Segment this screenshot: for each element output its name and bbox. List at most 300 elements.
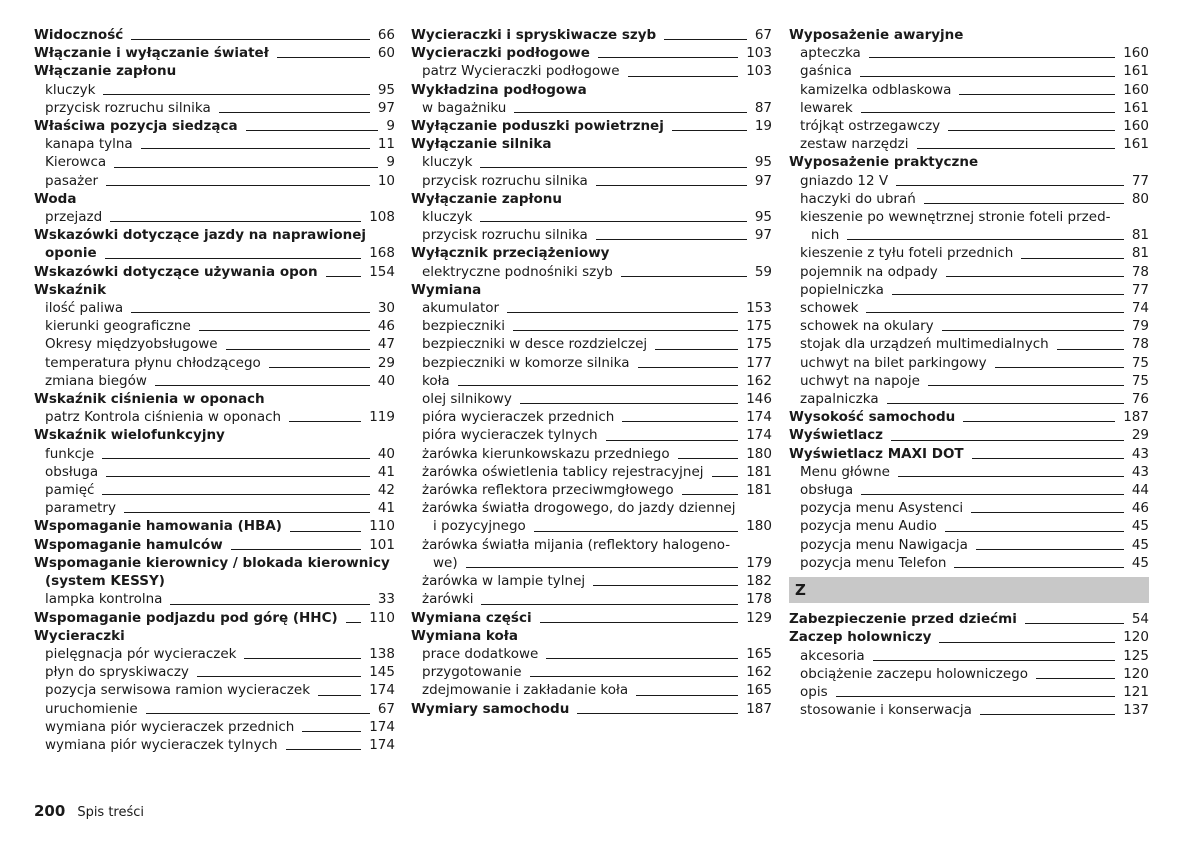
entry-text: Wyłącznik przeciążeniowy bbox=[411, 245, 610, 262]
leader-line bbox=[948, 130, 1115, 131]
entry-text: uruchomienie bbox=[45, 700, 138, 717]
entry-text: (system KESSY) bbox=[45, 573, 165, 590]
leader-line bbox=[534, 531, 738, 532]
index-heading-entry bbox=[789, 153, 1149, 171]
page-reference: 97 bbox=[377, 99, 395, 116]
page-reference: 75 bbox=[1131, 372, 1149, 389]
entry-text: Wyposażenie praktyczne bbox=[789, 154, 979, 171]
entry-text: Wyświetlacz MAXI DOT bbox=[789, 445, 964, 462]
index-heading-entry bbox=[34, 117, 395, 135]
entry-text: ilość paliwa bbox=[45, 300, 124, 317]
entry-text: Wyposażenie awaryjne bbox=[789, 27, 964, 43]
entry-text: Widoczność bbox=[34, 27, 124, 43]
index-subentry bbox=[789, 701, 1149, 719]
leader-line bbox=[346, 622, 362, 623]
page-reference: 138 bbox=[369, 645, 395, 662]
entry-text: lampka kontrolna bbox=[45, 591, 163, 608]
page-reference: 33 bbox=[377, 591, 395, 608]
page-reference: 161 bbox=[1123, 63, 1149, 80]
leader-line bbox=[596, 239, 747, 240]
leader-line bbox=[963, 421, 1115, 422]
entry-text: patrz Kontrola ciśnienia w oponach bbox=[45, 409, 282, 426]
leader-line bbox=[866, 312, 1123, 313]
leader-line bbox=[1025, 623, 1124, 624]
page-reference: 175 bbox=[746, 336, 772, 353]
index-subentry bbox=[789, 135, 1149, 153]
entry-text: wymiana piór wycieraczek tylnych bbox=[45, 736, 278, 753]
page-reference: 78 bbox=[1131, 263, 1149, 280]
index-subentry bbox=[411, 172, 772, 190]
page-reference: 9 bbox=[386, 154, 395, 171]
entry-text: Wyłączanie poduszki powietrznej bbox=[411, 118, 664, 135]
entry-text: Włączanie i wyłączanie świateł bbox=[34, 45, 269, 62]
index-heading-entry bbox=[34, 426, 395, 444]
index-heading-entry bbox=[34, 517, 395, 535]
page-reference: 74 bbox=[1131, 300, 1149, 317]
index-heading-entry bbox=[34, 627, 395, 645]
leader-line bbox=[546, 658, 738, 659]
leader-line bbox=[1057, 349, 1124, 350]
leader-line bbox=[891, 440, 1124, 441]
entry-text: Wspomaganie hamowania (HBA) bbox=[34, 518, 282, 535]
page-reference: 174 bbox=[746, 427, 772, 444]
leader-line bbox=[928, 385, 1124, 386]
index-subentry bbox=[411, 263, 772, 281]
entry-text: lewarek bbox=[800, 99, 853, 116]
index-subentry bbox=[789, 208, 1149, 244]
page-reference: 76 bbox=[1131, 391, 1149, 408]
page-reference: 29 bbox=[1131, 427, 1149, 444]
entry-text: zdejmowanie i zakładanie koła bbox=[422, 682, 629, 699]
entry-text: zmiana biegów bbox=[45, 372, 147, 389]
entry-text: olej silnikowy bbox=[422, 391, 512, 408]
entry-text: Wymiana koła bbox=[411, 627, 518, 644]
leader-line bbox=[507, 312, 738, 313]
entry-text: zapalniczka bbox=[800, 391, 879, 408]
index-heading-entry bbox=[411, 44, 772, 62]
leader-line bbox=[896, 185, 1124, 186]
leader-line bbox=[110, 221, 361, 222]
index-heading-entry bbox=[34, 44, 395, 62]
leader-line bbox=[593, 585, 738, 586]
index-heading-entry bbox=[411, 81, 772, 99]
leader-line bbox=[289, 421, 361, 422]
page-reference: 162 bbox=[746, 664, 772, 681]
page-reference: 120 bbox=[1123, 629, 1149, 646]
entry-text: wymiana piór wycieraczek przednich bbox=[45, 718, 295, 735]
leader-line bbox=[971, 512, 1124, 513]
page-reference: 162 bbox=[746, 372, 772, 389]
leader-line bbox=[102, 458, 370, 459]
index-subentry bbox=[34, 135, 395, 153]
entry-text: gaśnica bbox=[800, 63, 852, 80]
leader-line bbox=[917, 148, 1116, 149]
entry-text: kluczyk bbox=[45, 81, 96, 98]
page-reference: 180 bbox=[746, 518, 772, 535]
index-subentry bbox=[411, 590, 772, 608]
leader-line bbox=[621, 276, 747, 277]
index-subentry bbox=[789, 554, 1149, 572]
index-heading-entry bbox=[34, 281, 395, 299]
leader-line bbox=[898, 476, 1124, 477]
leader-line bbox=[1036, 678, 1115, 679]
leader-line bbox=[622, 421, 738, 422]
index-subentry bbox=[411, 445, 772, 463]
page-reference: 153 bbox=[746, 300, 772, 317]
page-reference: 177 bbox=[746, 354, 772, 371]
leader-line bbox=[995, 367, 1124, 368]
index-subentry bbox=[789, 317, 1149, 335]
entry-text: Wskazówki dotyczące jazdy na naprawionej bbox=[34, 227, 367, 244]
index-subentry bbox=[34, 681, 395, 699]
page-reference: 165 bbox=[746, 682, 772, 699]
page-reference: 181 bbox=[746, 463, 772, 480]
page-reference: 41 bbox=[377, 500, 395, 517]
index-heading-entry bbox=[411, 135, 772, 153]
entry-text: Zaczep holowniczy bbox=[789, 629, 932, 646]
index-subentry bbox=[34, 99, 395, 117]
page-reference: 67 bbox=[754, 27, 772, 43]
leader-line bbox=[860, 76, 1115, 77]
entry-text: Wspomaganie podjazdu pod górę (HHC) bbox=[34, 609, 338, 626]
entry-text: zestaw narzędzi bbox=[800, 136, 909, 153]
index-subentry bbox=[34, 354, 395, 372]
page-reference: 46 bbox=[1131, 500, 1149, 517]
entry-text: opis bbox=[800, 683, 828, 700]
leader-line bbox=[636, 695, 738, 696]
page-reference: 187 bbox=[1123, 409, 1149, 426]
page-reference: 19 bbox=[754, 118, 772, 135]
entry-text: Wskaźnik ciśnienia w oponach bbox=[34, 391, 265, 408]
index-subentry bbox=[34, 335, 395, 353]
index-subentry bbox=[411, 408, 772, 426]
page-reference: 146 bbox=[746, 391, 772, 408]
index-heading-entry bbox=[34, 536, 395, 554]
entry-text: schowek bbox=[800, 300, 859, 317]
leader-line bbox=[466, 567, 739, 568]
index-subentry bbox=[789, 536, 1149, 554]
page-reference: 67 bbox=[377, 700, 395, 717]
index-subentry bbox=[789, 647, 1149, 665]
index-subentry bbox=[789, 99, 1149, 117]
entry-text: kieszenie z tyłu foteli przednich bbox=[800, 245, 1014, 262]
index-subentry bbox=[34, 718, 395, 736]
entry-text: Menu główne bbox=[800, 463, 890, 480]
entry-text: haczyki do ubrań bbox=[800, 190, 916, 207]
index-subentry bbox=[34, 736, 395, 754]
page-reference: 54 bbox=[1131, 611, 1149, 628]
entry-text: bezpieczniki bbox=[422, 318, 505, 335]
page-reference: 165 bbox=[746, 645, 772, 662]
leader-line bbox=[628, 76, 739, 77]
entry-text: przygotowanie bbox=[422, 664, 522, 681]
index-subentry bbox=[411, 481, 772, 499]
entry-text: pamięć bbox=[45, 482, 95, 499]
page-reference: 46 bbox=[377, 318, 395, 335]
entry-text: Wyświetlacz bbox=[789, 427, 884, 444]
index-subentry bbox=[789, 62, 1149, 80]
page-reference: 11 bbox=[377, 136, 395, 153]
leader-line bbox=[105, 258, 362, 259]
page-reference: 160 bbox=[1123, 118, 1149, 135]
entry-text: Wspomaganie hamulców bbox=[34, 536, 223, 553]
index-heading-entry bbox=[34, 26, 395, 44]
index-subentry bbox=[411, 572, 772, 590]
entry-text: pozycja menu Audio bbox=[800, 518, 937, 535]
page-reference: 59 bbox=[754, 263, 772, 280]
entry-text: żarówka światła drogowego, do jazdy dziennej bbox=[422, 500, 736, 517]
page-reference: 168 bbox=[369, 245, 395, 262]
index-subentry bbox=[34, 299, 395, 317]
entry-text: Wyłączanie zapłonu bbox=[411, 190, 563, 207]
entry-text: żarówka oświetlenia tablicy rejestracyjnej bbox=[422, 463, 704, 480]
entry-text: przycisk rozruchu silnika bbox=[45, 99, 211, 116]
index-subentry bbox=[411, 536, 772, 572]
page-reference: 125 bbox=[1123, 647, 1149, 664]
index-heading-entry bbox=[789, 610, 1149, 628]
index-heading-entry bbox=[411, 700, 772, 718]
leader-line bbox=[244, 658, 361, 659]
page-reference: 66 bbox=[377, 27, 395, 43]
page-reference: 137 bbox=[1123, 702, 1149, 719]
page-reference: 47 bbox=[377, 336, 395, 353]
entry-text: pielęgnacja pór wycieraczek bbox=[45, 645, 237, 662]
index-subentry bbox=[411, 645, 772, 663]
leader-line bbox=[458, 385, 739, 386]
leader-line bbox=[481, 604, 738, 605]
leader-line bbox=[326, 276, 362, 277]
index-subentry bbox=[789, 665, 1149, 683]
entry-text: bezpieczniki w komorze silnika bbox=[422, 354, 630, 371]
index-subentry bbox=[411, 390, 772, 408]
entry-text: popielniczka bbox=[800, 281, 884, 298]
entry-text: Wyłączanie silnika bbox=[411, 136, 552, 153]
index-column-2 bbox=[411, 26, 772, 718]
page-reference: 79 bbox=[1131, 318, 1149, 335]
entry-text: nich bbox=[811, 227, 840, 244]
leader-line bbox=[976, 549, 1124, 550]
leader-line bbox=[577, 713, 738, 714]
entry-text: Wspomaganie kierownicy / blokada kierownicy bbox=[34, 554, 390, 571]
page-reference: 179 bbox=[746, 554, 772, 571]
entry-text: patrz Wycieraczki podłogowe bbox=[422, 63, 620, 80]
index-column-3 bbox=[789, 26, 1149, 719]
page-reference: 81 bbox=[1131, 227, 1149, 244]
index-subentry bbox=[34, 445, 395, 463]
entry-text: koła bbox=[422, 372, 450, 389]
index-subentry bbox=[34, 208, 395, 226]
page-reference: 80 bbox=[1131, 190, 1149, 207]
entry-text: gniazdo 12 V bbox=[800, 172, 889, 189]
index-subentry bbox=[789, 172, 1149, 190]
leader-line bbox=[269, 367, 370, 368]
page-reference: 101 bbox=[369, 536, 395, 553]
index-subentry bbox=[789, 244, 1149, 262]
page-reference: 160 bbox=[1123, 81, 1149, 98]
index-subentry bbox=[34, 172, 395, 190]
index-subentry bbox=[411, 153, 772, 171]
page-reference: 87 bbox=[754, 99, 772, 116]
page-reference: 174 bbox=[746, 409, 772, 426]
index-subentry bbox=[411, 62, 772, 80]
entry-text: pióra wycieraczek przednich bbox=[422, 409, 615, 426]
index-subentry bbox=[34, 700, 395, 718]
page-reference: 78 bbox=[1131, 336, 1149, 353]
leader-line bbox=[942, 330, 1124, 331]
page-reference: 161 bbox=[1123, 136, 1149, 153]
leader-line bbox=[103, 94, 369, 95]
page-reference: 30 bbox=[377, 300, 395, 317]
leader-line bbox=[861, 494, 1124, 495]
index-subentry bbox=[789, 81, 1149, 99]
leader-line bbox=[131, 39, 370, 40]
leader-line bbox=[106, 476, 370, 477]
section-title: Spis treści bbox=[77, 805, 145, 820]
page-reference: 110 bbox=[369, 518, 395, 535]
page-reference: 180 bbox=[746, 445, 772, 462]
leader-line bbox=[520, 403, 738, 404]
page-reference: 174 bbox=[369, 682, 395, 699]
index-subentry bbox=[411, 426, 772, 444]
leader-line bbox=[302, 731, 361, 732]
page-reference: 95 bbox=[754, 154, 772, 171]
entry-text: przejazd bbox=[45, 209, 103, 226]
entry-text: pozycja menu Asystenci bbox=[800, 500, 964, 517]
entry-text: pasażer bbox=[45, 172, 99, 189]
index-subentry bbox=[411, 208, 772, 226]
page-reference: 40 bbox=[377, 372, 395, 389]
entry-text: schowek na okulary bbox=[800, 318, 934, 335]
index-subentry bbox=[411, 299, 772, 317]
page-reference: 174 bbox=[369, 736, 395, 753]
index-subentry bbox=[789, 281, 1149, 299]
index-subentry bbox=[789, 517, 1149, 535]
page-reference: 174 bbox=[369, 718, 395, 735]
page-reference: 44 bbox=[1131, 482, 1149, 499]
entry-text: żarówka w lampie tylnej bbox=[422, 573, 586, 590]
leader-line bbox=[678, 458, 739, 459]
entry-text: płyn do spryskiwaczy bbox=[45, 664, 189, 681]
index-subentry bbox=[34, 153, 395, 171]
entry-text: przycisk rozruchu silnika bbox=[422, 172, 588, 189]
index-subentry bbox=[34, 663, 395, 681]
leader-line bbox=[530, 676, 739, 677]
page-reference: 175 bbox=[746, 318, 772, 335]
leader-line bbox=[141, 148, 370, 149]
index-subentry bbox=[411, 99, 772, 117]
page-reference: 187 bbox=[746, 700, 772, 717]
index-heading-entry bbox=[34, 263, 395, 281]
leader-line bbox=[959, 94, 1115, 95]
leader-line bbox=[869, 57, 1115, 58]
leader-line bbox=[540, 622, 739, 623]
entry-text: uchwyt na bilet parkingowy bbox=[800, 354, 987, 371]
entry-text: kluczyk bbox=[422, 154, 473, 171]
entry-text: żarówki bbox=[422, 591, 474, 608]
entry-text: Wycieraczki bbox=[34, 627, 125, 644]
index-subentry bbox=[34, 317, 395, 335]
entry-text: Wycieraczki i spryskiwacze szyb bbox=[411, 27, 657, 43]
page-reference: 41 bbox=[377, 463, 395, 480]
page-reference: 103 bbox=[746, 63, 772, 80]
leader-line bbox=[954, 567, 1123, 568]
entry-text: kluczyk bbox=[422, 209, 473, 226]
page-reference: 154 bbox=[369, 263, 395, 280]
leader-line bbox=[197, 676, 361, 677]
index-heading-entry bbox=[789, 426, 1149, 444]
index-heading-entry bbox=[411, 190, 772, 208]
index-subentry bbox=[34, 81, 395, 99]
page-reference: 182 bbox=[746, 573, 772, 590]
leader-line bbox=[219, 112, 370, 113]
leader-line bbox=[480, 221, 746, 222]
page-reference: 160 bbox=[1123, 45, 1149, 62]
index-subentry bbox=[411, 335, 772, 353]
entry-text: Wymiana części bbox=[411, 609, 532, 626]
entry-text: apteczka bbox=[800, 45, 861, 62]
leader-line bbox=[712, 476, 739, 477]
index-subentry bbox=[789, 499, 1149, 517]
leader-line bbox=[155, 385, 370, 386]
leader-line bbox=[246, 130, 379, 131]
leader-line bbox=[638, 367, 739, 368]
entry-text: pojemnik na odpady bbox=[800, 263, 938, 280]
page-reference: 45 bbox=[1131, 554, 1149, 571]
index-heading-entry bbox=[789, 26, 1149, 44]
entry-text: temperatura płynu chłodzącego bbox=[45, 354, 261, 371]
entry-text: Kierowca bbox=[45, 154, 107, 171]
index-subentry bbox=[411, 317, 772, 335]
index-subentry bbox=[789, 390, 1149, 408]
leader-line bbox=[290, 531, 361, 532]
index-heading-entry bbox=[34, 190, 395, 208]
page-reference: 120 bbox=[1123, 665, 1149, 682]
leader-line bbox=[596, 185, 747, 186]
leader-line bbox=[277, 57, 370, 58]
entry-text: elektryczne podnośniki szyb bbox=[422, 263, 613, 280]
leader-line bbox=[146, 713, 370, 714]
index-subentry bbox=[34, 408, 395, 426]
index-subentry bbox=[34, 463, 395, 481]
leader-line bbox=[598, 57, 738, 58]
index-subentry bbox=[34, 645, 395, 663]
page-reference: 9 bbox=[386, 118, 395, 135]
index-heading-entry bbox=[411, 117, 772, 135]
page-reference: 178 bbox=[746, 591, 772, 608]
entry-text: pozycja menu Telefon bbox=[800, 554, 947, 571]
entry-text: żarówka reflektora przeciwmgłowego bbox=[422, 482, 674, 499]
page-reference: 95 bbox=[377, 81, 395, 98]
leader-line bbox=[887, 403, 1124, 404]
leader-line bbox=[847, 239, 1124, 240]
index-heading-entry bbox=[789, 445, 1149, 463]
page-reference: 129 bbox=[746, 609, 772, 626]
entry-text: parametry bbox=[45, 500, 116, 517]
entry-text: Wymiary samochodu bbox=[411, 700, 570, 717]
entry-text: kierunki geograficzne bbox=[45, 318, 191, 335]
leader-line bbox=[861, 112, 1115, 113]
page-reference: 10 bbox=[377, 172, 395, 189]
page-reference: 108 bbox=[369, 209, 395, 226]
page-reference: 97 bbox=[754, 227, 772, 244]
page-reference: 97 bbox=[754, 172, 772, 189]
leader-line bbox=[106, 185, 370, 186]
page-reference: 161 bbox=[1123, 99, 1149, 116]
leader-line bbox=[480, 167, 746, 168]
index-heading-entry bbox=[34, 554, 395, 590]
index-subentry bbox=[411, 226, 772, 244]
index-subentry bbox=[789, 190, 1149, 208]
